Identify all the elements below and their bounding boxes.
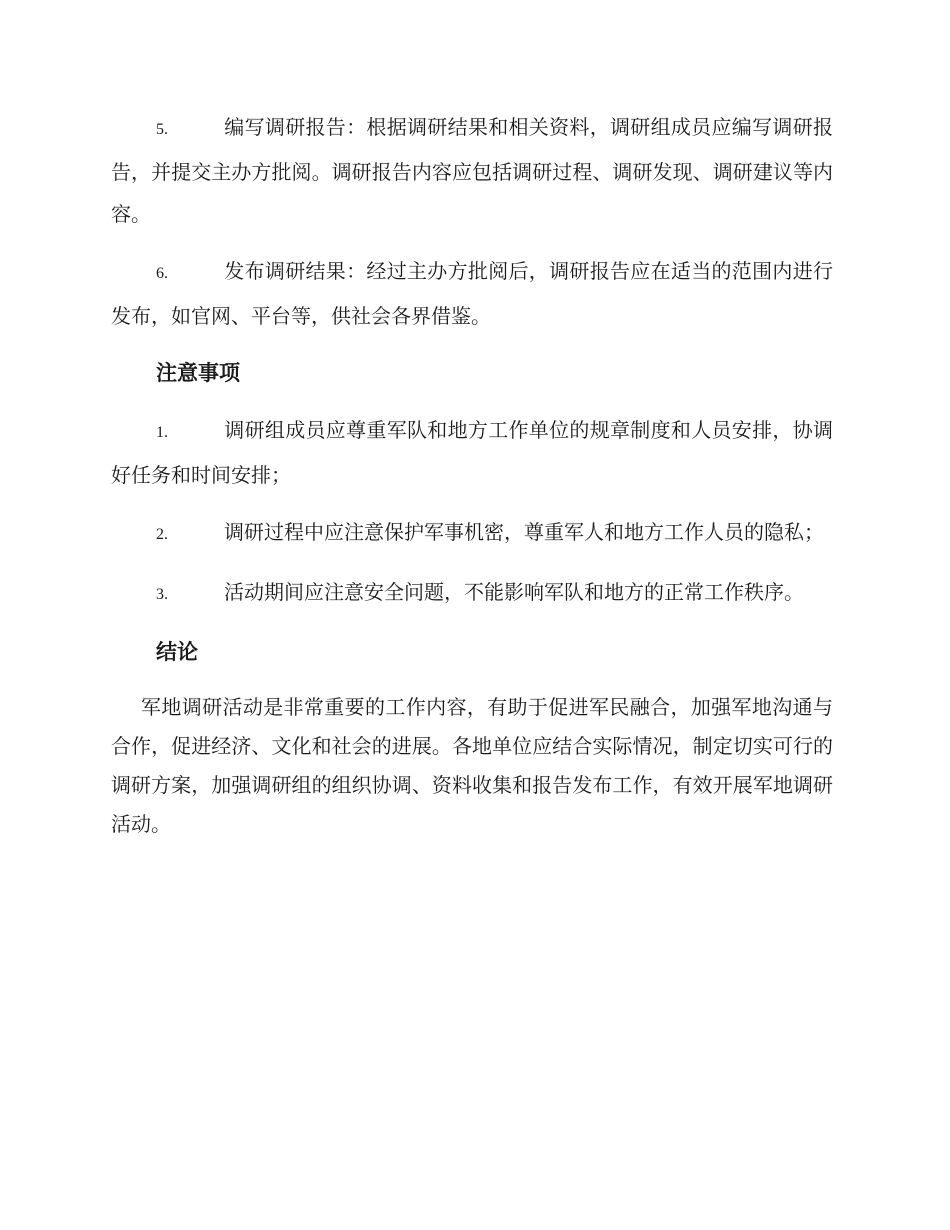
- note-number: 3.: [156, 586, 168, 603]
- note-item-1: [111, 409, 833, 496]
- notes-heading: 注意事项: [156, 360, 240, 385]
- step-number: 6.: [156, 265, 168, 282]
- note-item-2: [111, 511, 833, 556]
- conclusion-heading: 结论: [156, 639, 198, 664]
- conclusion-paragraph: 军地调研活动是非常重要的工作内容，有助于促进军民融合，加强军地沟通与合作，促进经济、文化和社会的进展。各地单位应结合实际情况，制定切实可行的调研方案，加强调研组的组织协调、资料收集和报告发布工作，有效开展军地调研活动。: [111, 695, 833, 836]
- note-text: 活动期间应注意安全问题，不能影响军队和地方的正常工作秩序。: [224, 580, 804, 604]
- step-text: 发布调研结果：经过主办方批阅后，调研报告应在适当的范围内进行发布，如官网、平台等，供社会各界借鉴。: [111, 259, 833, 328]
- note-item-3: [111, 571, 833, 616]
- document-body: [111, 106, 833, 844]
- step-item-6: [111, 250, 833, 337]
- note-text: 调研过程中应注意保护军事机密，尊重军人和地方工作人员的隐私；: [224, 520, 824, 544]
- step-item-5: [111, 106, 833, 235]
- note-text: 调研组成员应尊重军队和地方工作单位的规章制度和人员安排，协调好任务和时间安排；: [111, 418, 833, 487]
- note-number: 1.: [156, 424, 168, 441]
- step-text: 编写调研报告：根据调研结果和相关资料，调研组成员应编写调研报告，并提交主办方批阅。调研报告内容应包括调研过程、调研发现、调研建议等内容。: [111, 115, 833, 226]
- step-number: 5.: [156, 121, 168, 138]
- note-number: 2.: [156, 526, 168, 543]
